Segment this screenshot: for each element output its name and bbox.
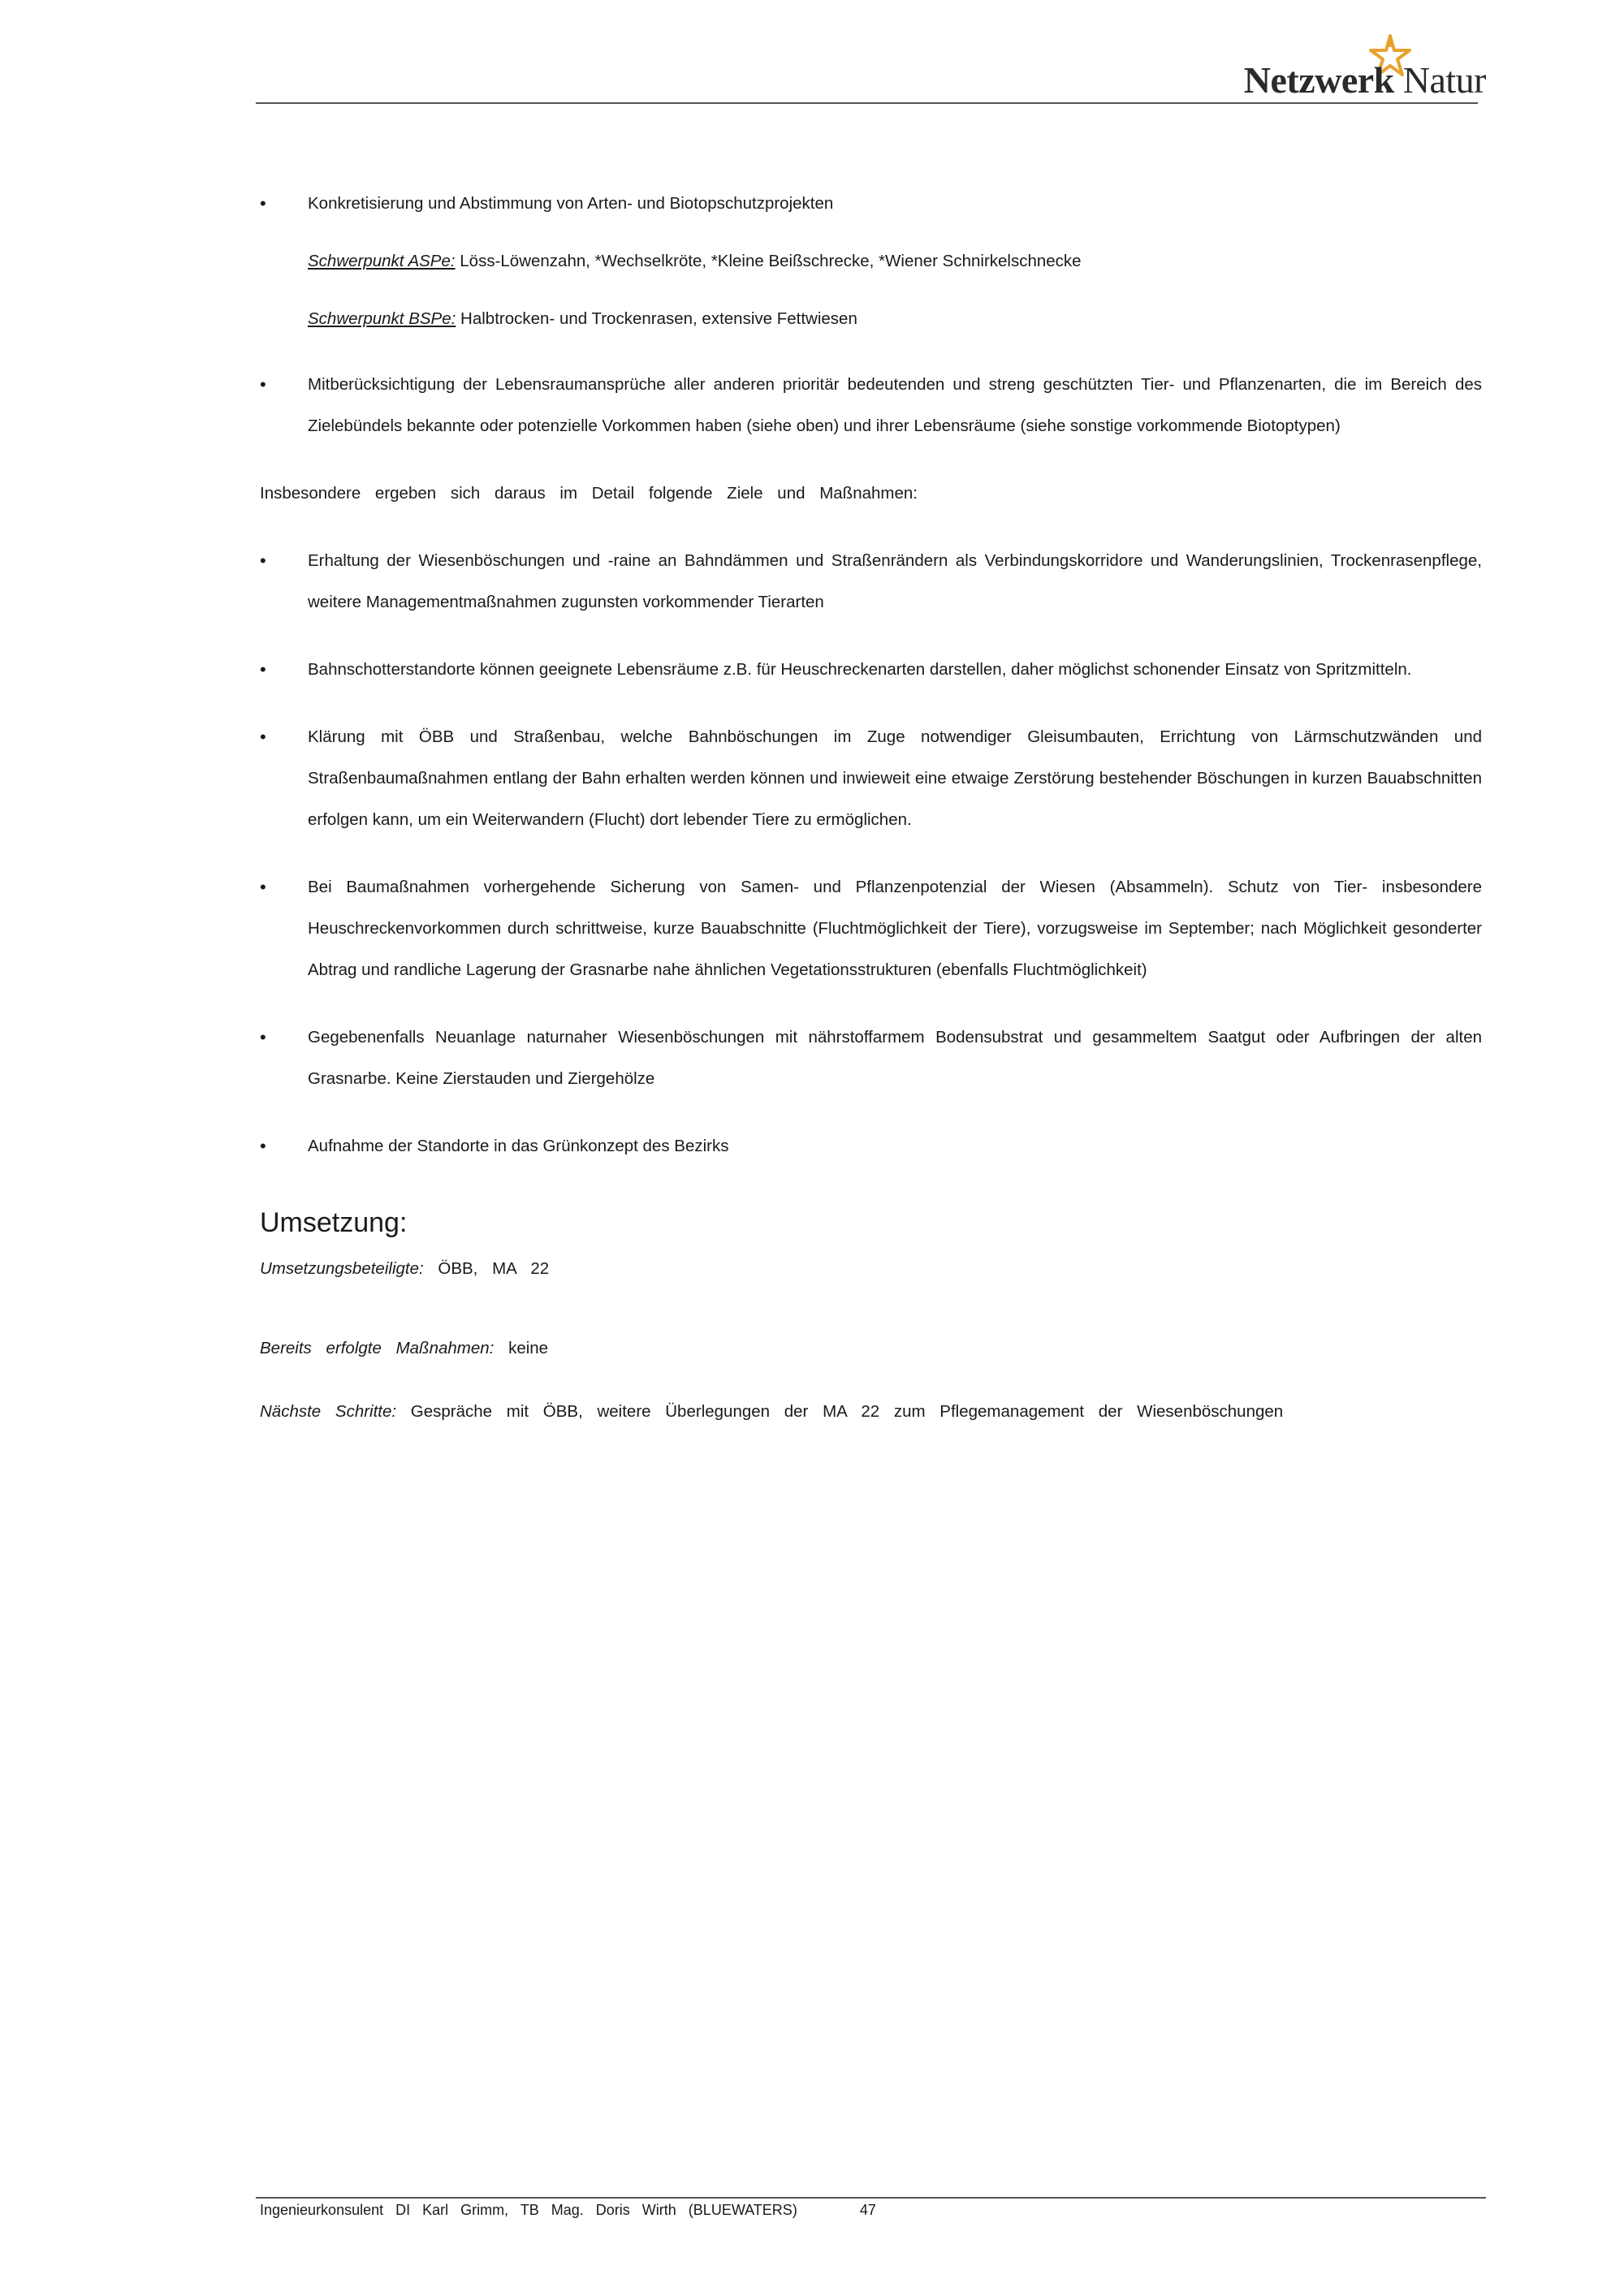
- next-steps-line: [260, 1396, 1482, 1428]
- sub-item: [308, 298, 1482, 339]
- bullet-text: Mitberücksichtigung der Lebensraumansprüche aller anderen prioritär bedeutenden und streng geschützten Tier- und Pflanzenarten, die im Bereich des Zielebündels bekannte oder potenzielle Vorkommen haben (siehe oben) und ihrer Lebensräume (siehe sonstige vorkommende Biotoptypen): [308, 375, 1482, 435]
- bullet-text: Klärung mit ÖBB und Straßenbau, welche Bahnböschungen im Zuge notwendiger Gleisumbauten, Errichtung von Lärmschutzwänden und Straßenbaumaßnahmen entlang der Bahn erhalten werden können und inwieweit eine etwaige Zerstörung bestehender Böschungen in kurzen Bauabschnitten erfolgen kann, um ein Weiterwandern (Flucht) dort lebender Tiere zu ermöglichen.: [308, 727, 1482, 829]
- bullet-item: [260, 1016, 1482, 1099]
- section-heading: Umsetzung:: [260, 1207, 408, 1238]
- bullet-item: [260, 649, 1482, 690]
- bullet-item: [260, 1125, 1482, 1167]
- bullet-dot: •: [260, 727, 266, 747]
- done-measures-line: [260, 1332, 1482, 1365]
- bullet-dot: •: [260, 659, 266, 680]
- bullet-text: Erhaltung der Wiesenböschungen und -raine an Bahndämmen und Straßenrändern als Verbindungskorridore und Wanderungslinien, Trockenrasenpflege, weitere Managementmaßnahmen zugunsten vorkommender Tierarten: [308, 551, 1482, 611]
- bullet-text: Bei Baumaßnahmen vorhergehende Sicherung von Samen- und Pflanzenpotenzial der Wiesen (Absammeln). Schutz von Tier- insbesondere Heuschreckenvorkommen durch schrittweise, kurze Bauabschnitte (Fluchtmöglichkeit der Tiere), vorzugsweise im September; nach Möglichkeit gesonderter Abtrag und randliche Lagerung der Grasnarbe nahe ähnlichen Vegetationsstrukturen (ebenfalls Fluchtmöglichkeit): [308, 878, 1482, 979]
- header-divider: [256, 102, 1478, 104]
- bullet-text: Konkretisierung und Abstimmung von Arten- und Biotopschutzprojekten: [308, 194, 834, 213]
- page-footer: [260, 2202, 876, 2219]
- intro-paragraph: Insbesondere ergeben sich daraus im Detail folgende Ziele und Maßnahmen:: [260, 484, 918, 503]
- done-measures-value: keine: [508, 1339, 549, 1357]
- bullet-text: Aufnahme der Standorte in das Grünkonzept des Bezirks: [308, 1137, 729, 1155]
- bullet-dot: •: [260, 877, 266, 897]
- next-steps-value: Gespräche mit ÖBB, weitere Überlegungen der MA 22 zum Pflegemanagement der Wiesenböschungen: [410, 1402, 1284, 1421]
- bullet-dot: •: [260, 1027, 266, 1047]
- bullet-item: [260, 716, 1482, 840]
- bullet-text: Bahnschotterstandorte können geeignete Lebensräume z.B. für Heuschreckenarten darstellen, daher möglichst schonender Einsatz von Spritzmitteln.: [308, 660, 1412, 679]
- sub-label: Schwerpunkt BSPe:: [308, 309, 456, 328]
- bullet-text: Gegebenenfalls Neuanlage naturnaher Wiesenböschungen mit nährstoffarmem Bodensubstrat und gesammeltem Saatgut oder Aufbringen der alten Grasnarbe. Keine Zierstauden und Ziergehölze: [308, 1028, 1482, 1088]
- bullet-item: [260, 540, 1482, 623]
- bullet-dot: •: [260, 374, 266, 395]
- footer-divider: [256, 2197, 1486, 2199]
- bullet-item: [260, 183, 1482, 224]
- logo-wordmark: [1244, 58, 1486, 101]
- bullet-dot: •: [260, 193, 266, 214]
- sub-item: [308, 240, 1482, 282]
- participants-line: [260, 1253, 1482, 1285]
- logo-word-bold: Netzwerk: [1243, 59, 1394, 101]
- sub-text: Löss-Löwenzahn, *Wechselkröte, *Kleine Beißschrecke, *Wiener Schnirkelschnecke: [460, 252, 1082, 270]
- header-logo: [1177, 24, 1486, 106]
- participants-value: ÖBB, MA 22: [438, 1259, 550, 1278]
- page-body: [260, 183, 1482, 1428]
- footer-credit: Ingenieurkonsulent DI Karl Grimm, TB Mag. Doris Wirth (BLUEWATERS): [260, 2202, 797, 2218]
- participants-label: Umsetzungsbeteiligte:: [260, 1259, 424, 1278]
- logo-word-regular: Natur: [1402, 59, 1486, 101]
- sub-label: Schwerpunkt ASPe:: [308, 252, 456, 270]
- bullet-item: [260, 364, 1482, 447]
- next-steps-label: Nächste Schritte:: [260, 1402, 397, 1421]
- bullet-item: [260, 866, 1482, 990]
- sub-text: Halbtrocken- und Trockenrasen, extensive Fettwiesen: [460, 309, 857, 328]
- bullet-dot: •: [260, 550, 266, 571]
- page-number: 47: [859, 2202, 876, 2218]
- done-measures-label: Bereits erfolgte Maßnahmen:: [260, 1339, 495, 1357]
- bullet-dot: •: [260, 1136, 266, 1156]
